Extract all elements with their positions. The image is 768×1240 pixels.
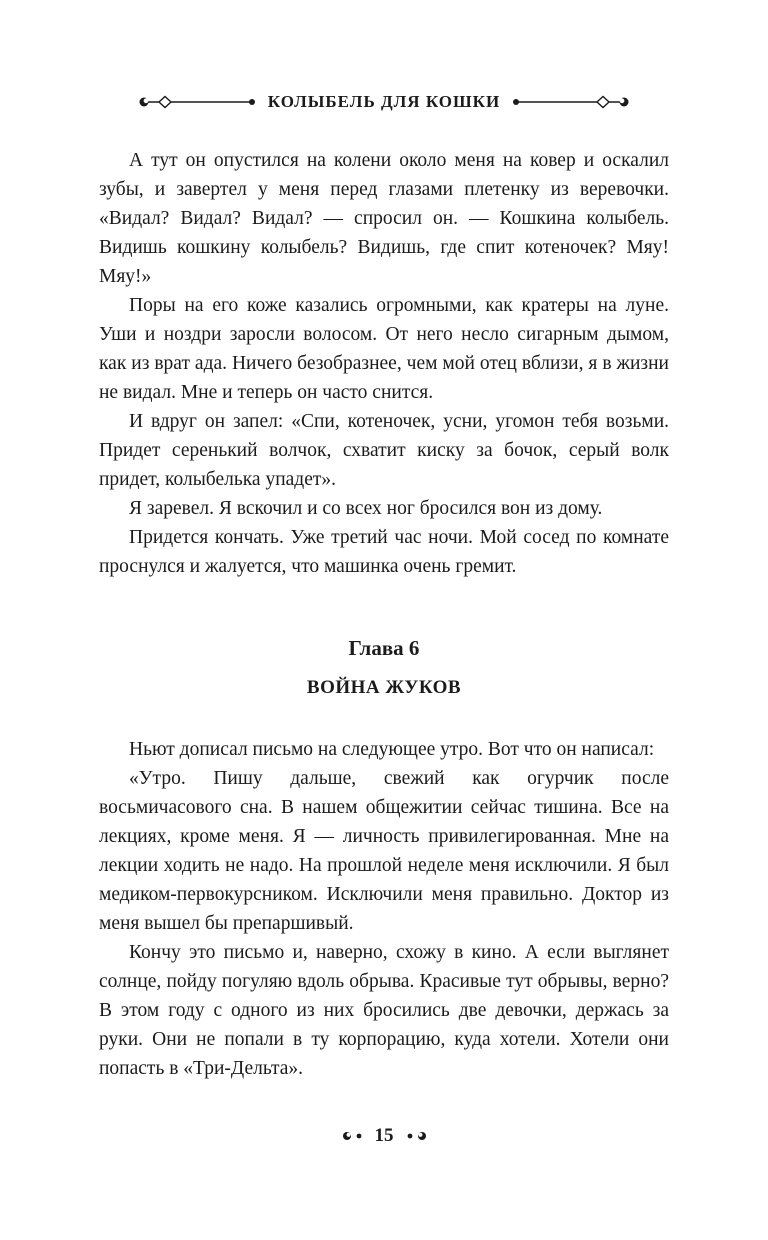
body-text-section-2 — [99, 735, 669, 1083]
running-head-title: КОЛЫБЕЛЬ ДЛЯ КОШКИ — [267, 92, 501, 111]
paragraph: Кончу это письмо и, наверно, схожу в кино. А если выглянет солнце, пойду погуляю вдоль обрыва. Красивые тут обрывы, верно? В этом году с одного из них бросились две девочки, держась за руки. Они не попали в ту корпорацию, куда хотели. Хотели они попасть в «Три-Дельта». — [99, 942, 669, 1079]
paragraph: Придется кончать. Уже третий час ночи. Мой сосед по комнате проснулся и жалуется, что машинка очень гремит. — [99, 527, 669, 577]
chapter-heading — [307, 635, 461, 701]
footer-ornament-left-icon — [341, 1130, 367, 1142]
header-ornament-left-icon — [138, 94, 258, 110]
paragraph: А тут он опустился на колени около меня на ковер и оскалил зубы, и завертел у меня перед глазами плетенку из веревочки. «Видал? Видал? Видал? — спросил он. — Кошкина колыбель. Видишь кошкину колыбель? Видишь, где спит котеночек? Мяу! Мяу!» — [99, 150, 669, 287]
paragraph: Поры на его коже казались огромными, как кратеры на луне. Уши и ноздри заросли волосом. От него несло сигарным дымом, как из врат ада. Ничего безобразнее, чем мой отец вблизи, я в жизни не видал. Мне и теперь он часто снится. — [99, 295, 669, 403]
paragraph: Ньют дописал письмо на следующее утро. Вот что он написал: — [129, 739, 655, 760]
chapter-title: ВОЙНА ЖУКОВ — [306, 677, 462, 698]
paragraph: И вдруг он запел: «Спи, котеночек, усни, угомон тебя возьми. Придет серенький волчок, схватит киску за бочок, серый волк придет, колыбелька упадет». — [99, 411, 669, 490]
running-head — [84, 92, 684, 112]
page-number: 15 — [374, 1125, 394, 1146]
footer-ornament-right-icon — [402, 1130, 428, 1142]
chapter-number: Глава 6 — [348, 636, 420, 660]
paragraph: «Утро. Пишу дальше, свежий как огурчик после восьмичасового сна. В нашем общежитии сейчас тишина. Все на лекциях, кроме меня. Я — личность привилегированная. Мне на лекции ходить не надо. На прошлой неделе меня исключили. Я был медиком-первокурсником. Исключили меня правильно. Доктор из меня вышел бы препаршивый. — [99, 768, 669, 934]
page-footer — [341, 1125, 428, 1147]
paragraph: Я заревел. Я вскочил и со всех ног бросился вон из дому. — [129, 498, 603, 519]
body-text-section-1 — [99, 146, 669, 581]
header-ornament-right-icon — [510, 94, 630, 110]
